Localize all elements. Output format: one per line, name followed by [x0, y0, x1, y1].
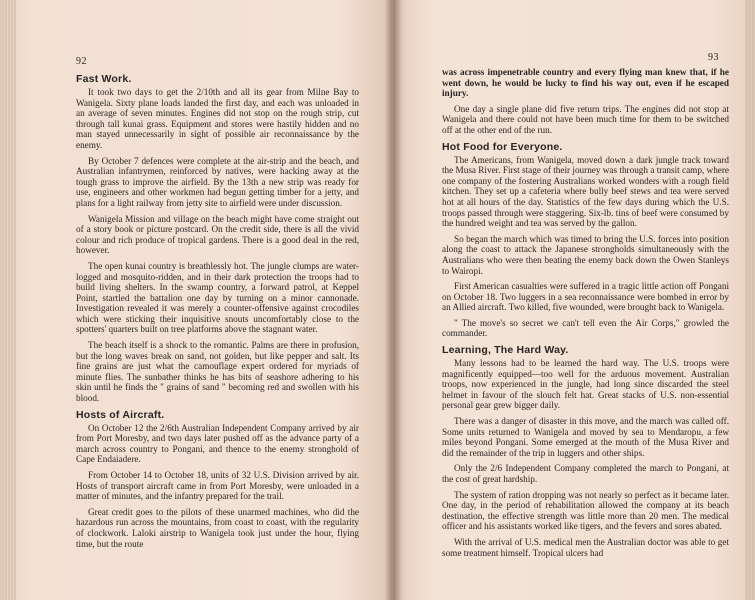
left-page-edge: [0, 0, 16, 600]
paragraph: There was a danger of disaster in this move, and the march was called off. Some units returned to Wanigela and moved by sea to Mendaropu, a few miles beyond Pongani. Some emerged at the mouth of the Musa River and did the remainder of the trip in luggers and other ships.: [442, 416, 729, 458]
paragraph: From October 14 to October 18, units of 32 U.S. Division arrived by air. Hosts of transport aircraft came in from Port Moresby, were unloaded in a matter of minutes, and the infantry prepared for the trail.: [76, 470, 359, 502]
paragraph: On October 12 the 2/6th Australian Independent Company arrived by air from Port Moresby, and two days later pushed off as the advance party of a march across country to Pongani, and thence to the enemy stronghold of Cape Endaiadere.: [76, 422, 359, 465]
right-page-edge: [745, 0, 755, 600]
paragraph: By October 7 defences were complete at the air-strip and the beach, and Australian infantrymen, reinforced by natives, were hacking away at the tough grass to improve the airfield. By the 13th a new strip was ready for use, engineers and other workmen had begun getting timber for a jetty, and plans for a light railway from jetty site to airfield were under discussion.: [76, 155, 359, 208]
right-page: [392, 0, 755, 600]
paragraph: Wanigela Mission and village on the beach might have come straight out of a story book or picture postcard. On the credit side, there is all the vivid colour and rich produce of tropical gardens. There is a good deal in the red, however.: [76, 213, 359, 256]
left-page-number: 92: [76, 56, 87, 67]
paragraph: The Americans, from Wanigela, moved down a dark jungle track toward the Musa River. First stage of their journey was through a transit camp, where one company of the fostering Australians worked wonders with a rough field kitchen. They set up a cafeteria where bully beef stews and tea were served hot at all hours of the day. Statistics of the few days during which the U.S. troops passed through were staggering. Six-lb. tins of beef were consumed by the hundred weight and tea was served by the gallon.: [442, 154, 729, 229]
paragraph: Great credit goes to the pilots of these unarmed machines, who did the hazardous run across the mountains, from coast to coast, with the regularity of clockwork. Laloki airstrip to Wanigela took just under the hour, flying time, but the route: [76, 506, 359, 549]
paragraph: First American casualties were suffered in a tragic little action off Pongani on October 18. Two luggers in a sea reconnaissance were bombed in error by an Allied aircraft. Two killed, five wounded, were brought back to Wanigela.: [442, 281, 729, 313]
section-heading-hosts-of-aircraft: Hosts of Aircraft.: [76, 408, 165, 421]
continued-paragraph: was across impenetrable country and every flying man knew that, if he went down, he would be lucky to find his way out, even if he escaped injury.: [442, 67, 729, 99]
paragraph: The beach itself is a shock to the romantic. Palms are there in profusion, but the long waves break on sand, not golden, but like pepper and salt. Its fine grains are just what the camouflage expert ordered for myriads of minute flies. The sunbather thinks he has bits of seashore adhering to his skin until he finds the " grains of sand " becoming red and swollen with his blood.: [76, 340, 359, 404]
paragraph: The open kunai country is breathlessly hot. The jungle clumps are water-logged and mosquito-ridden, and in their dark protection the troops had to build living shelters. In the swamp country, a forward patrol, at Keppel Point, startled the battalion one day by turning on a minor cannonade. Investigation revealed it was merely a counter-offensive against crocodiles which were sticking their inquisitive snouts uncomfortably close to the spotters' quarters built on tree platforms above the stagnant water.: [76, 260, 359, 335]
paragraph: One day a single plane did five return trips. The engines did not stop at Wanigela and there could not have been much time for them to be switched off at the other end of the run.: [442, 103, 729, 135]
right-page-number: 93: [708, 52, 719, 63]
paragraph: Many lessons had to be learned the hard way. The U.S. troops were magnificently equipped—too well for the arduous movement. Australian troops, now experienced in the jungle, had long since discarded the steel helmet in favour of the slouch felt hat. Great stacks of U.S. non-essential personal gear grew bigger daily.: [442, 358, 729, 411]
paragraph: So began the march which was timed to bring the U.S. forces into position along the coast to attack the Japanese strongholds simultaneously with the Australians who were then beating the enemy back down the Owen Stanleys to Wairopi.: [442, 233, 729, 276]
section-heading-learning-hard-way: Learning, The Hard Way.: [442, 344, 569, 357]
paragraph: The system of ration dropping was not nearly so perfect as it became later. One day, in the period of rehabilitation allowed the company at its beach destination, the effective strength was little more than 20 men. The medical officer and his assistants worked like tigers, and the fevers and sores abated.: [442, 489, 729, 532]
paragraph: It took two days to get the 2/10th and all its gear from Milne Bay to Wanigela. Sixty plane loads landed the first day, and each was unloaded in an average of seven minutes. Engines did not stop on the rough strip, cut through tall kunai grass. Equipment and stores were hastily hidden and no man stayed unnecessarily in sight of possible air reconnaissance by the enemy.: [76, 87, 359, 150]
paragraph: Only the 2/6 Independent Company completed the march to Pongani, at the cost of great hardship.: [442, 463, 729, 484]
paragraph: With the arrival of U.S. medical men the Australian doctor was able to get some treatment himself. Tropical ulcers had: [442, 536, 729, 558]
section-heading-fast-work: Fast Work.: [76, 73, 132, 85]
paragraph: " The move's so secret we can't tell even the Air Corps," growled the commander.: [442, 317, 729, 339]
section-heading-hot-food: Hot Food for Everyone.: [442, 140, 563, 153]
